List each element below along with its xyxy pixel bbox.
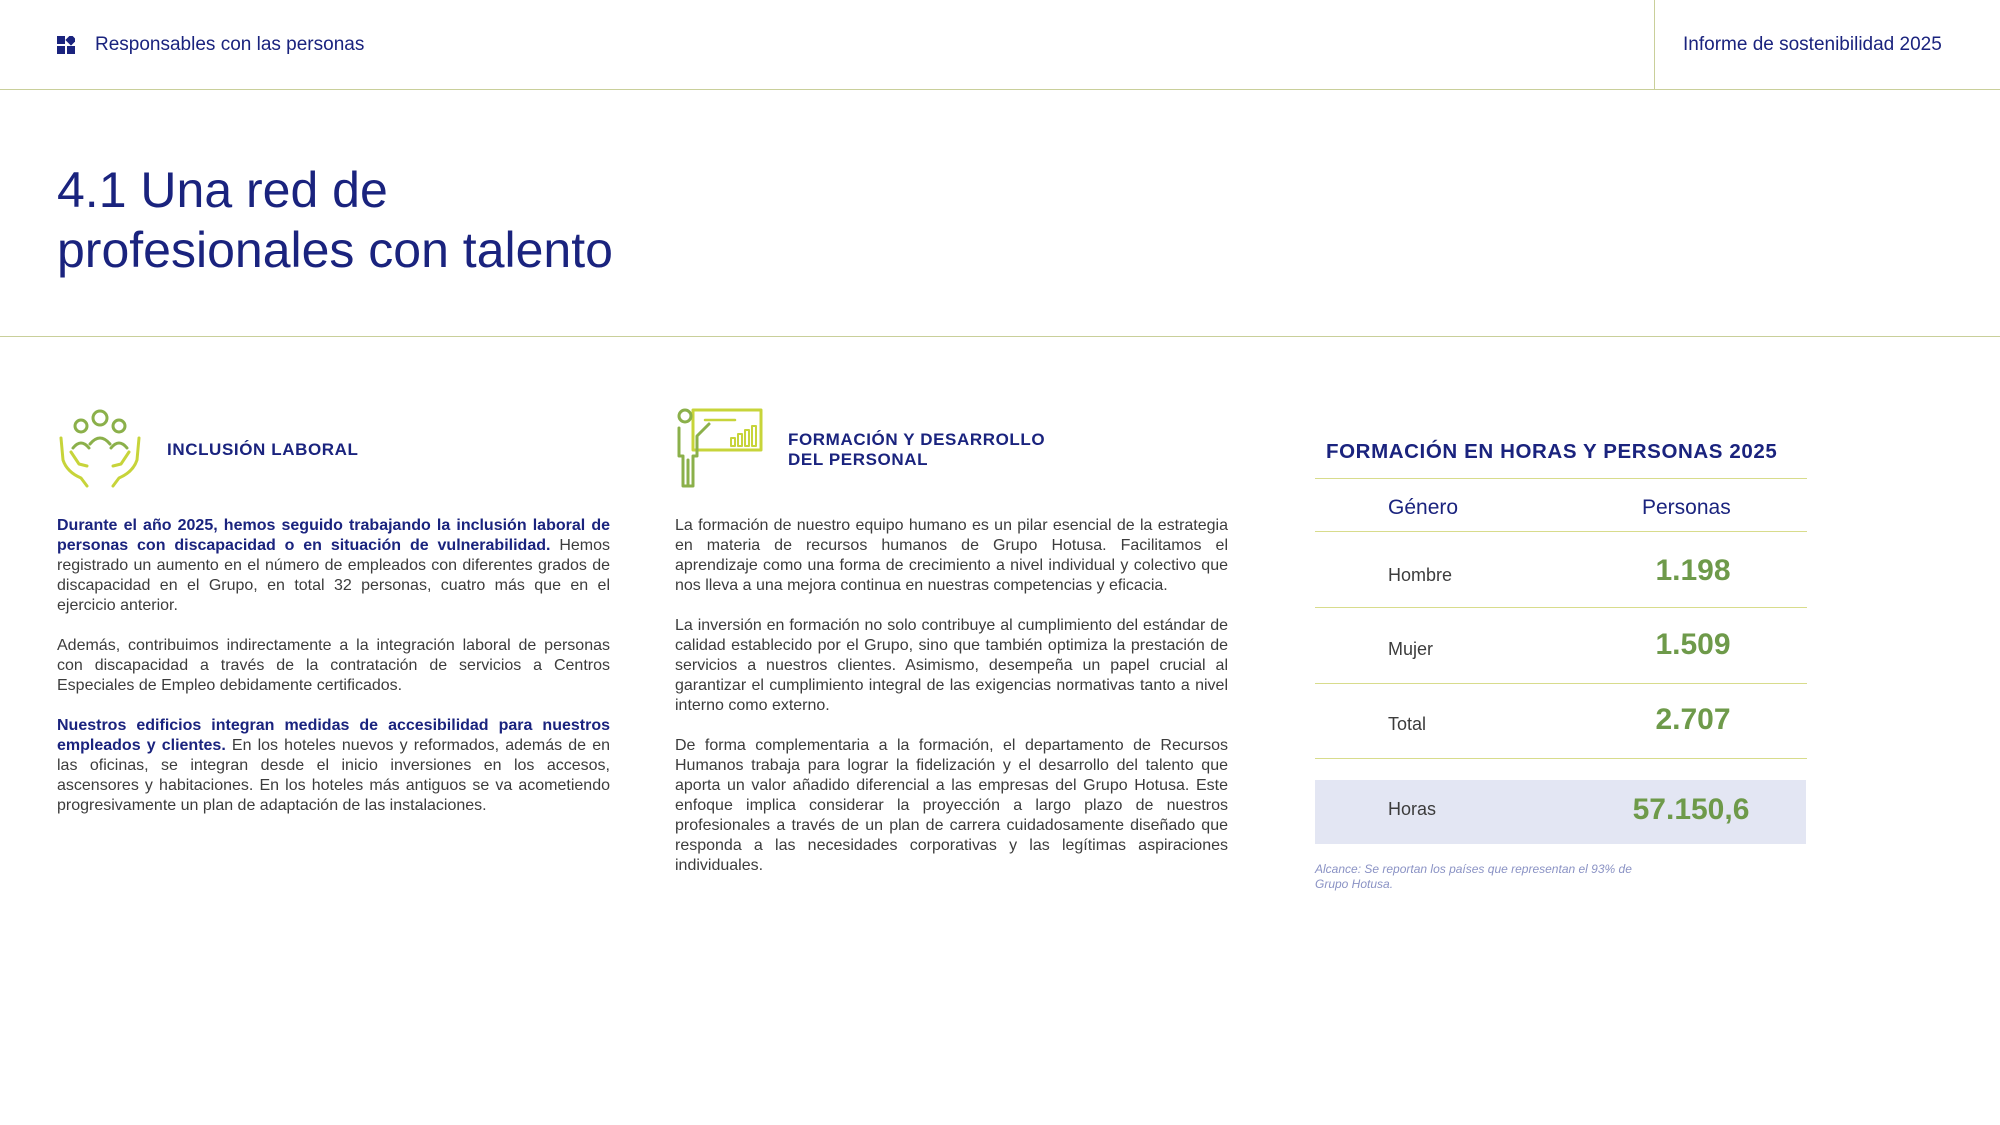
report-label: Informe de sostenibilidad 2025 xyxy=(1683,34,1942,55)
table-title: FORMACIÓN EN HORAS Y PERSONAS 2025 xyxy=(1326,440,1778,463)
table-rule xyxy=(1315,683,1807,684)
training-heading-line1: FORMACIÓN Y DESARROLLO xyxy=(788,430,1046,449)
page-title-line2: profesionales con talento xyxy=(57,222,613,278)
page-header xyxy=(0,0,2000,90)
table-rule xyxy=(1315,478,1807,479)
scope-note: Alcance: Se reportan los países que representan el 93% de Grupo Hotusa. xyxy=(1315,862,1632,891)
table-row-label: Total xyxy=(1388,714,1427,734)
section-label: Responsables con las personas xyxy=(95,34,365,55)
table-rule xyxy=(1315,607,1807,608)
table-row-label: Hombre xyxy=(1388,565,1453,585)
table-row-value: 1.198 xyxy=(1655,554,1731,587)
table-row-value: 1.509 xyxy=(1655,628,1731,661)
inclusion-body xyxy=(57,516,610,836)
table-rule xyxy=(1315,531,1807,532)
training-body xyxy=(675,516,1228,896)
inclusion-paragraph-3 xyxy=(57,716,610,816)
inclusion-heading: INCLUSIÓN LABORAL xyxy=(167,440,359,459)
table-row-value: 2.707 xyxy=(1655,703,1731,736)
inclusion-highlight-1: Durante el año 2025, hemos seguido trabajando la inclusión laboral de personas con discapacidad o en situación de vulnerabilidad. xyxy=(57,517,610,554)
hours-label: Horas xyxy=(1388,799,1437,819)
table-header-people: Personas xyxy=(1642,496,1731,519)
table-row-label: Mujer xyxy=(1388,639,1434,659)
table-rule xyxy=(1315,758,1807,759)
inclusion-text-1: Hemos registrado un aumento en el número de empleados con diferentes grados de discapacidad en el Grupo, en total 32 personas, cuatro más que en el ejercicio anterior. xyxy=(57,537,611,614)
inclusion-text-3: En los hoteles nuevos y reformados, además de en las oficinas, se integran desde el inicio inversiones en los accesos, ascensores y habitaciones. En los hoteles más antiguos se va acometiendo progresivamente un plan de adaptación de las instalaciones. xyxy=(57,737,611,814)
training-paragraph-2: La inversión en formación no solo contribuye al cumplimiento del estándar de calidad establecido por el Grupo, sino que también optimiza la prestación de servicios a nuestros clientes. Asimismo, desempeña un papel crucial al garantizar el cumplimiento integral de las exigencias normativas tanto a nivel interno como externo. xyxy=(675,617,1228,714)
training-paragraph-1: La formación de nuestro equipo humano es un pilar esencial de la estrategia en materia de recursos humanos de Grupo Hotusa. Facilitamos el aprendizaje como una forma de crecimiento a nivel individual y colectivo que nos lleva a una mejora continua en nuestras competencias y eficacia. xyxy=(675,517,1228,594)
hours-value: 57.150,6 xyxy=(1632,793,1750,826)
page-title-line1: 4.1 Una red de xyxy=(57,162,388,218)
training-heading xyxy=(788,430,1045,470)
header-divider xyxy=(1654,0,1655,89)
brand-logo-icon xyxy=(57,36,75,54)
table-header-gender: Género xyxy=(1388,496,1459,519)
inclusion-paragraph-1 xyxy=(57,516,610,616)
training-paragraph-3: De forma complementaria a la formación, el departamento de Recursos Humanos trabaja para lograr la fidelización y el desarrollo del talento que aporta un valor añadido diferencial a las empresas del Grupo Hotusa. Este enfoque implica considerar la proyección a largo plazo de nuestros profesionales a través de un plan de carrera cuidadosamente diseñado que responda a las necesidades corporativas y las legítimas aspiraciones individuales. xyxy=(675,737,1228,874)
page-title xyxy=(57,160,957,280)
presenter-board-icon xyxy=(675,408,765,488)
training-heading-line2: DEL PERSONAL xyxy=(788,450,929,469)
hands-people-icon xyxy=(57,408,143,488)
inclusion-highlight-3: Nuestros edificios integran medidas de accesibilidad para nuestros empleados y clientes. xyxy=(57,717,610,754)
inclusion-paragraph-2: Además, contribuimos indirectamente a la integración laboral de personas con discapacidad a través de la contratación de servicios a Centros Especiales de Empleo debidamente certificados. xyxy=(57,637,610,694)
title-divider xyxy=(0,336,2000,337)
